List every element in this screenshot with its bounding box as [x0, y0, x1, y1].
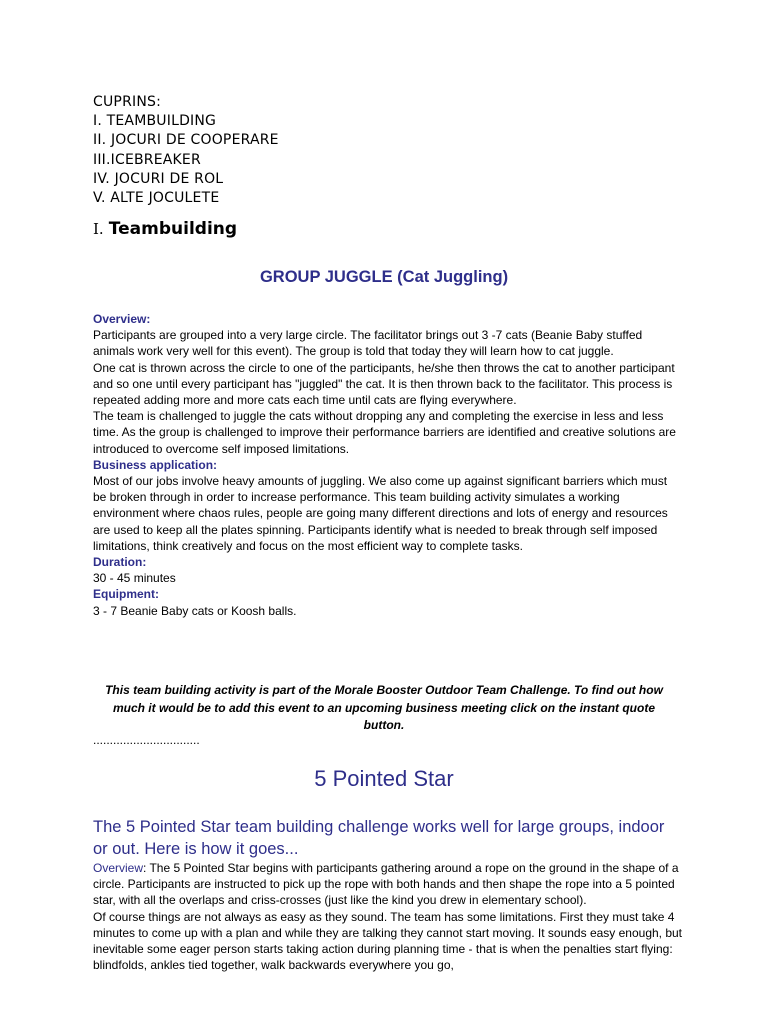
toc-item-jocuri-de-rol: IV. JOCURI DE ROL	[93, 170, 224, 187]
toc-item-icebreaker: III.ICEBREAKER	[93, 151, 201, 168]
overview-paragraph: One cat is thrown across the circle to one of the participants, he/she then throws the cat to another participant and so one until every participant has "juggled" the cat. It is then thrown back to the facilitator. This process is repeated adding more and more cats each time until cats are flying everywhere.	[93, 360, 675, 408]
duration-label: Duration:	[93, 555, 147, 570]
overview-text: : The 5 Pointed Star begins with participants gathering around a rope on the ground in the shape of a circle. Participants are instructed to pick up the rope with both hands and then shape the rope into a 5 pointed star, with all the overlaps and criss-crosses (just like the kind you drew in elementary school).	[93, 861, 679, 908]
business-application-label: Business application:	[93, 457, 218, 472]
toc-heading: CUPRINS:	[93, 94, 161, 110]
section-number: I.	[93, 220, 104, 238]
dotted-separator: ................................	[93, 733, 200, 747]
toc-item-jocuri-de-cooperare: II. JOCURI DE COOPERARE	[93, 132, 279, 149]
activity-body-5-pointed-star	[93, 860, 683, 973]
overview-paragraph	[93, 860, 683, 909]
activity-body-group-juggle	[93, 311, 683, 619]
overview-paragraph: Participants are grouped into a very large circle. The facilitator brings out 3 -7 cats (Beanie Baby stuffed animals work very well for this event). The group is told that today they will learn how to cat juggle.	[93, 328, 643, 359]
promo-note: This team building activity is part of the Morale Booster Outdoor Team Challenge. To find out how much it would be to add this event to an upcoming business meeting click on the instant quote button.	[105, 683, 663, 732]
table-of-contents	[93, 93, 279, 208]
activity-subtitle: The 5 Pointed Star team building challenge works well for large groups, indoor or out. Here is how it goes...	[93, 818, 665, 858]
overview-paragraph: The team is challenged to juggle the cats without dropping any and completing the exercise in less and less time. As the group is challenged to improve their performance barriers are identified and creative solutions are introduced to overcome self imposed limitations.	[93, 409, 676, 456]
overview-label: Overview	[93, 861, 144, 875]
activity-title-group-juggle: GROUP JUGGLE (Cat Juggling)	[259, 268, 509, 286]
activity-title-5-pointed-star: 5 Pointed Star	[314, 766, 454, 791]
equipment-text: 3 - 7 Beanie Baby cats or Koosh balls.	[93, 603, 297, 618]
toc-item-alte-joculete: V. ALTE JOCULETE	[93, 190, 220, 207]
business-application-text: Most of our jobs involve heavy amounts of juggling. We also come up against significant barriers which must be broken through in order to increase performance. This team building activity simulates a working environment where chaos rules, people are going many different directions and lots of energy and resources are used to keep all the plates spinning. Participants identify what is needed to break through self imposed limitations, think creatively and focus on the most efficient way to complete tasks.	[93, 474, 668, 553]
section-heading	[93, 219, 237, 239]
duration-text: 30 - 45 minutes	[93, 571, 176, 586]
toc-item-teambuilding: I. TEAMBUILDING	[93, 113, 217, 130]
limitations-paragraph: Of course things are not always as easy as they sound. The team has some limitations. First they must take 4 minutes to come up with a plan and while they are talking they cannot start moving. It sounds easy enough, but inevitable some eager person starts taking action during planning time - that is when the penalties start flying: blindfolds, ankles tied together, walk backwards everywhere you go,	[93, 909, 683, 973]
section-title: Teambuilding	[108, 219, 238, 239]
overview-label: Overview:	[93, 312, 151, 326]
equipment-label: Equipment:	[93, 587, 159, 602]
